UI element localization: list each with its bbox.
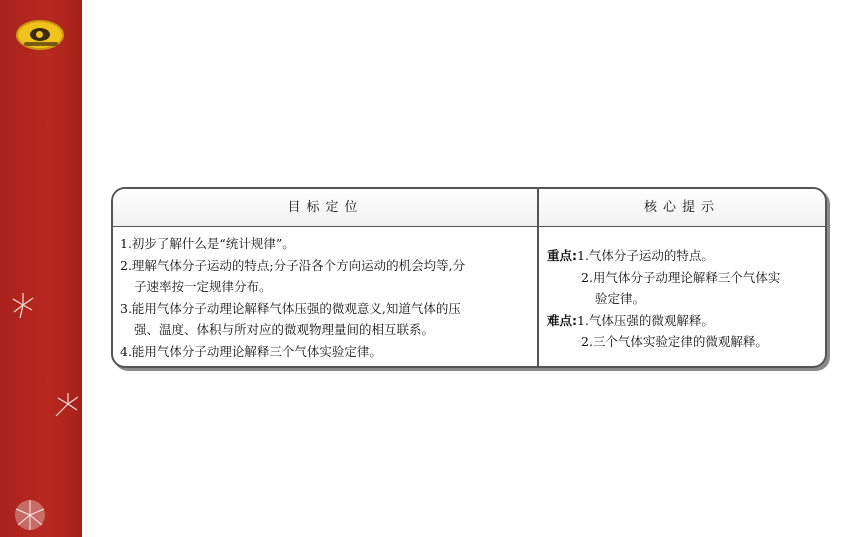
key-point-item-continued: 验定律。 <box>595 291 646 306</box>
eye-logo-icon <box>16 20 64 50</box>
difficult-point-item: 1.气体压强的微观解释。 <box>577 312 714 328</box>
objective-item: 1.初步了解什么是“统计规律”。 <box>120 236 295 251</box>
key-tips <box>547 245 819 353</box>
difficult-point-label: 难点: <box>547 312 577 328</box>
difficult-point-item: 2.三个气体实验定律的微观解释。 <box>581 334 768 349</box>
key-point-item: 2.用气体分子动理论解释三个气体实 <box>581 269 781 285</box>
header-key-tips: 核心提示 <box>643 200 720 215</box>
objectives-list <box>120 233 534 362</box>
objective-item-continued: 强、温度、体积与所对应的微观物理量间的相互联系。 <box>134 322 435 337</box>
key-point-line <box>547 245 819 267</box>
objective-item: 2.理解气体分子运动的特点;分子沿各个方向运动的机会均等,分 <box>120 257 466 273</box>
header-objectives: 目标定位 <box>287 200 364 215</box>
key-point-label: 重点: <box>547 248 577 263</box>
objectives-table <box>111 187 827 368</box>
dandelion-icon <box>8 290 38 320</box>
objective-item: 4.能用气体分子动理论解释三个气体实验定律。 <box>120 343 382 359</box>
dandelion-icon <box>54 390 82 418</box>
table-header <box>113 189 825 227</box>
objective-item-continued: 子速率按一定规律分布。 <box>134 279 272 294</box>
objective-item: 3.能用气体分子动理论解释气体压强的微观意义,知道气体的压 <box>120 300 461 316</box>
difficult-point-line <box>547 310 819 332</box>
left-sidebar-decoration <box>0 0 82 537</box>
key-point-item: 1.气体分子运动的特点。 <box>577 248 714 263</box>
column-divider <box>537 189 539 366</box>
dandelion-icon <box>10 495 50 535</box>
